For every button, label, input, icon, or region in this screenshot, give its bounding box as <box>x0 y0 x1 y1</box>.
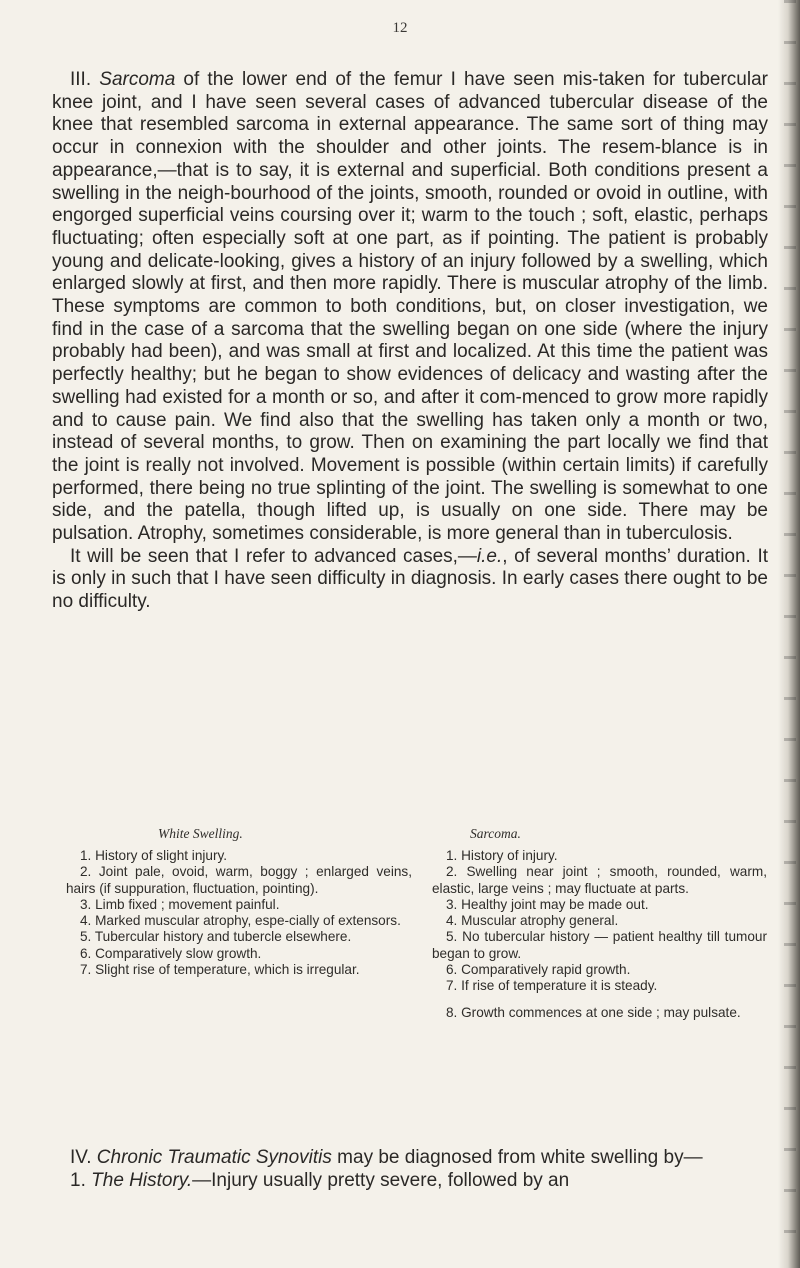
section-iii-para2-b: , of several months’ duration. It is only in such that I have seen difficulty in diagnosis. In early cases there ought to be no difficulty. <box>52 545 768 613</box>
section-iii-text <box>52 69 768 614</box>
section-iii-para2-ie: i.e. <box>476 545 503 567</box>
section-iii-paragraph-2 <box>52 546 768 614</box>
sarcoma-item: 6. Comparatively rapid growth. <box>446 962 631 978</box>
sarcoma-column <box>432 848 767 1021</box>
sarcoma-item: 3. Healthy joint may be made out. <box>446 896 649 912</box>
sarcoma-item: 1. History of injury. <box>446 848 558 863</box>
sarcoma-item: 8. Growth commences at one side ; may pulsate. <box>446 1004 741 1020</box>
section-iii-heading: Sarcoma <box>99 69 176 90</box>
section-iv-heading: Chronic Traumatic Synovitis <box>96 1147 332 1168</box>
page-edge-texture <box>784 0 796 1268</box>
section-iv-numeral: IV. <box>70 1147 92 1168</box>
section-iv-item-1 <box>52 1170 768 1193</box>
section-iv-text <box>52 1147 768 1192</box>
section-iv-item1-num: 1. <box>70 1169 86 1191</box>
sarcoma-item: 4. Muscular atrophy general. <box>446 913 619 929</box>
white-swelling-item: 2. Joint pale, ovoid, warm, boggy ; enlarged veins, hairs (if suppuration, fluctuation, pointing). <box>66 864 412 896</box>
white-swelling-item: 6. Comparatively slow growth. <box>80 945 262 961</box>
section-iii-paragraph-1 <box>52 69 768 546</box>
sarcoma-item: 5. No tubercular history — patient healthy till tumour began to grow. <box>432 929 767 961</box>
white-swelling-item: 4. Marked muscular atrophy, espe-cially of extensors. <box>80 913 401 929</box>
sarcoma-item: 2. Swelling near joint ; smooth, rounded, warm, elastic, large veins ; may fluctuate at parts. <box>432 864 767 896</box>
section-iii-para2-a: It will be seen that I refer to advanced cases,— <box>70 545 477 567</box>
sarcoma-heading: Sarcoma. <box>470 826 521 841</box>
white-swelling-item: 5. Tubercular history and tubercle elsewhere. <box>80 929 352 945</box>
section-iv-item1-text: —Injury usually pretty severe, followed by an <box>192 1169 570 1191</box>
section-iv-intro: may be diagnosed from white swelling by— <box>331 1147 703 1168</box>
page-number: 12 <box>392 20 408 36</box>
sarcoma-item: 7. If rise of temperature it is steady. <box>446 978 658 994</box>
section-iii-body: of the lower end of the femur I have seen mis-taken for tubercular knee joint, and I have seen several cases of advanced tubercular disease of the knee that resembled sarcoma in external appearance. The same sort of thing may occur in connexion with the shoulder and other joints. The resem-blance is in appearance,—that is to say, it is external and superficial. Both conditions present a swelling in the neigh-bourhood of the joints, smooth, rounded or ovoid in outline, with engorged superficial veins coursing over it; warm to the touch ; soft, elastic, perhaps fluctuating; often especially soft at one part, as if pointing. The patient is probably young and delicate-looking, gives a history of an injury followed by a swelling, which enlarged slowly at first, and then more rapidly. There is muscular atrophy of the limb. These symptoms are common to both conditions, but, on closer investigation, we find in the case of a sarcoma that the swelling began on one side (where the injury probably had been), and was small at first and localized. At this time the patient was perfectly healthy; but he began to show evidences of delicacy and wasting after the swelling had existed for a month or so, and after it com-menced to grow more rapidly and to cause pain. We find also that the swelling has taken only a month or two, instead of several months, to grow. Then on examining the part locally we find that the joint is really not involved. Movement is possible (within certain limits) if carefully performed, there being no true splinting of the joint. The swelling is somewhat to one side, and the patella, though lifted up, is usually on one side. There may be pulsation. Atrophy, sometimes considerable, is more general than in tuberculosis. <box>52 69 768 545</box>
white-swelling-column <box>66 848 412 978</box>
white-swelling-item: 3. Limb fixed ; movement painful. <box>80 896 280 912</box>
section-iii-numeral: III. <box>70 69 92 90</box>
section-iv-paragraph-1 <box>52 1147 768 1170</box>
section-iv-item1-heading: The History. <box>91 1169 193 1191</box>
white-swelling-item: 7. Slight rise of temperature, which is irregular. <box>80 962 360 978</box>
white-swelling-item: 1. History of slight injury. <box>80 848 228 863</box>
white-swelling-heading: White Swelling. <box>158 826 243 841</box>
